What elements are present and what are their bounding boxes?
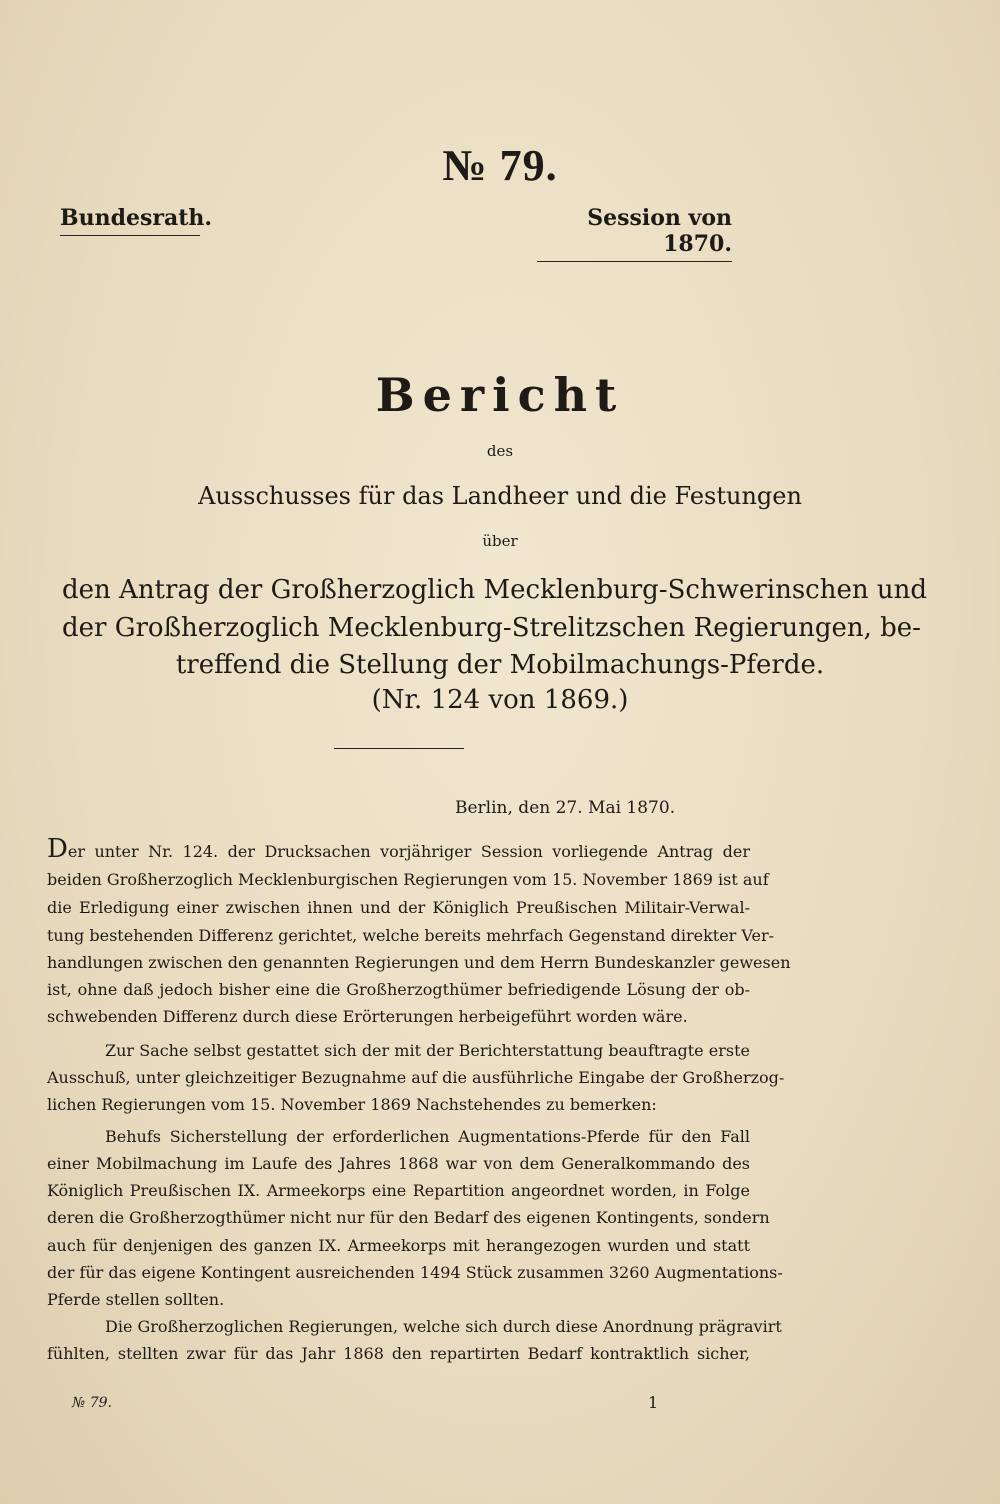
committee-line: Ausschusses für das Landheer und die Festungen xyxy=(198,482,802,510)
header-bundesrath: Bundesrath. xyxy=(60,205,200,236)
page-number: 1 xyxy=(648,1393,659,1412)
body-line: lichen Regierungen vom 15. November 1869 Nachstehendes zu bemerken: xyxy=(47,1095,657,1114)
body-line: deren die Großherzogthümer nicht nur für den Bedarf des eigenen Kontingents, sondern xyxy=(47,1208,770,1227)
body-line: Die Großherzoglichen Regierungen, welche sich durch diese Anordnung prägravirt xyxy=(105,1317,782,1336)
subject-line-2: der Großherzoglich Mecklenburg-Strelitzschen Regierungen, be- xyxy=(62,613,921,643)
date-line: Berlin, den 27. Mai 1870. xyxy=(455,798,676,818)
body-line: Behufs Sicherstellung der erforderlichen Augmentations-Pferde für den Fall xyxy=(105,1127,750,1146)
body-line: Pferde stellen sollten. xyxy=(47,1290,225,1309)
body-line: Zur Sache selbst gestattet sich der mit der Berichterstattung beauftragte erste xyxy=(105,1041,750,1060)
body-line: ist, ohne daß jedoch bisher eine die Großherzogthümer befriedigende Lösung der ob- xyxy=(47,980,750,999)
body-line: der für das eigene Kontingent ausreichenden 1494 Stück zusammen 3260 Augmentations- xyxy=(47,1263,783,1282)
body-line xyxy=(47,834,750,864)
report-title: Bericht xyxy=(375,368,625,422)
title-ueber: über xyxy=(482,532,518,550)
body-line: auch für denjenigen des ganzen IX. Armeekorps mit herangezogen wurden und statt xyxy=(47,1236,750,1255)
body-line: die Erledigung einer zwischen ihnen und der Königlich Preußischen Militair-Verwal- xyxy=(47,898,750,917)
body-text: er unter Nr. 124. der Drucksachen vorjähriger Session vorliegende Antrag der xyxy=(67,842,750,861)
body-line: handlungen zwischen den genannten Regierungen und dem Herrn Bundeskanzler gewesen xyxy=(47,953,791,972)
subject-line-1: den Antrag der Großherzoglich Mecklenburg-Schwerinschen und xyxy=(62,575,927,605)
title-des: des xyxy=(486,442,514,460)
subject-line-3: treffend die Stellung der Mobilmachungs-Pferde. xyxy=(175,650,825,680)
body-line: tung bestehenden Differenz gerichtet, welche bereits mehrfach Gegenstand direkter Ver- xyxy=(47,926,774,945)
title-divider xyxy=(334,748,464,749)
header-session: Session von 1870. xyxy=(537,205,732,262)
body-line: schwebenden Differenz durch diese Erörterungen herbeigeführt worden wäre. xyxy=(47,1007,688,1026)
body-line: fühlten, stellten zwar für das Jahr 1868 den repartirten Bedarf kontraktlich sicher, xyxy=(47,1344,750,1363)
body-line: Ausschuß, unter gleichzeitiger Bezugnahme auf die ausführliche Eingabe der Großherzog- xyxy=(47,1068,785,1087)
subject-reference: (Nr. 124 von 1869.) xyxy=(371,685,629,715)
footer-document-number: № 79. xyxy=(72,1395,112,1411)
body-line: einer Mobilmachung im Laufe des Jahres 1868 war von dem Generalkommando des xyxy=(47,1154,750,1173)
document-number: № 79. xyxy=(442,141,558,190)
body-line: Königlich Preußischen IX. Armeekorps eine Repartition angeordnet worden, in Folge xyxy=(47,1181,750,1200)
body-line: beiden Großherzoglich Mecklenburgischen Regierungen vom 15. November 1869 ist auf xyxy=(47,870,769,889)
drop-cap: D xyxy=(47,834,68,864)
